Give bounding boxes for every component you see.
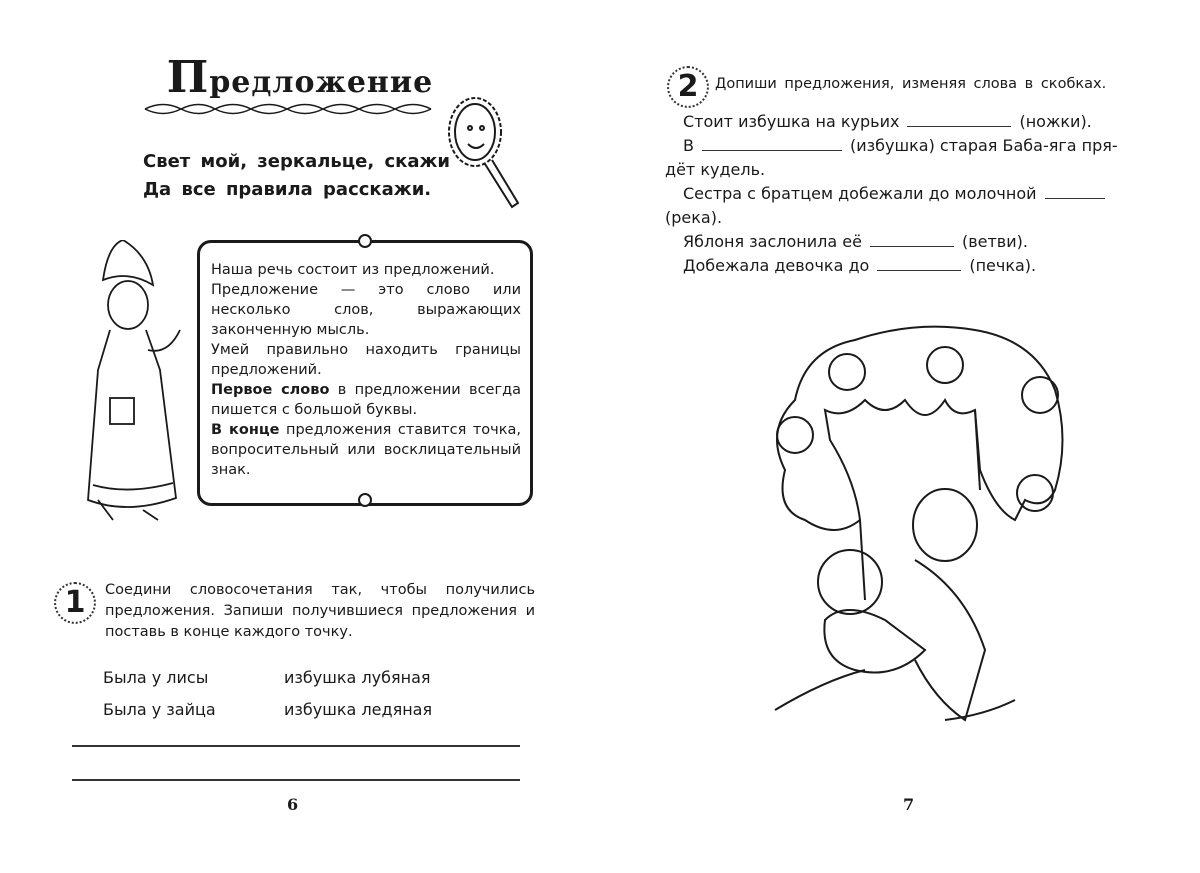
phrase-left-1: Была у лисы (103, 668, 209, 687)
rule-paragraph: Наша речь состоит из предложений. (211, 262, 495, 278)
girl-illustration-icon (68, 240, 198, 525)
page-number-right: 7 (903, 795, 915, 814)
blank-field[interactable] (1045, 184, 1105, 199)
task-1-badge: 1 (54, 582, 96, 624)
mirror-icon (440, 92, 525, 217)
task-2-sentences (665, 110, 1145, 278)
rule-paragraph: Умей правильно находить границы предложений. (211, 342, 521, 378)
rule-paragraph: Первое слово в предложении всегда пишется с большой буквы. (211, 382, 521, 418)
frame-ornament-icon (358, 493, 372, 507)
answer-line[interactable] (72, 779, 520, 781)
phrase-right-2: избушка ледяная (284, 700, 433, 719)
sentence-continuation: (река). (665, 208, 723, 227)
sentence: Сестра с братцем добежали до молочной (665, 182, 1145, 206)
phrase-left-2: Была у зайца (103, 700, 216, 719)
sentence: Яблоня заслонила её (ветви). (683, 232, 1028, 251)
sentence: В (избушка) старая Баба-яга пря- (683, 136, 1118, 155)
blank-field[interactable] (870, 232, 954, 247)
blank-field[interactable] (877, 256, 961, 271)
sentence: Стоит избушка на курьих (ножки). (683, 112, 1092, 131)
frame-ornament-icon (358, 234, 372, 248)
answer-line[interactable] (72, 745, 520, 747)
blank-field[interactable] (907, 112, 1011, 127)
task-1-instruction: Соедини словосочетания так, чтобы получились предложения. Запиши получившиеся предложения и поставь в конце каждого точку. (105, 582, 535, 640)
poem-line: Свет мой, зеркальце, скажи (143, 151, 450, 172)
task-2-badge: 2 (667, 66, 709, 108)
task-2-instruction: Допиши предложения, изменяя слова в скобках. (715, 76, 1107, 92)
blank-field[interactable] (702, 136, 842, 151)
ornament-divider-icon (143, 100, 433, 118)
rule-paragraph: Предложение — это слово или несколько слов, выражающих законченную мысль. (211, 282, 521, 338)
sentence-continuation: дёт кудель. (665, 160, 766, 179)
apple-tree-illustration-icon (765, 320, 1075, 730)
poem (143, 148, 450, 204)
poem-line: Да все правила расскажи. (143, 179, 432, 200)
page-title: Предложение (166, 52, 434, 103)
page-number-left: 6 (287, 795, 299, 814)
phrase-right-1: избушка лубяная (284, 668, 431, 687)
rule-paragraph: В конце предложения ставится точка, вопросительный или восклицательный знак. (211, 422, 521, 478)
sentence: Добежала девочка до (печка). (683, 256, 1037, 275)
rule-text (211, 260, 521, 480)
